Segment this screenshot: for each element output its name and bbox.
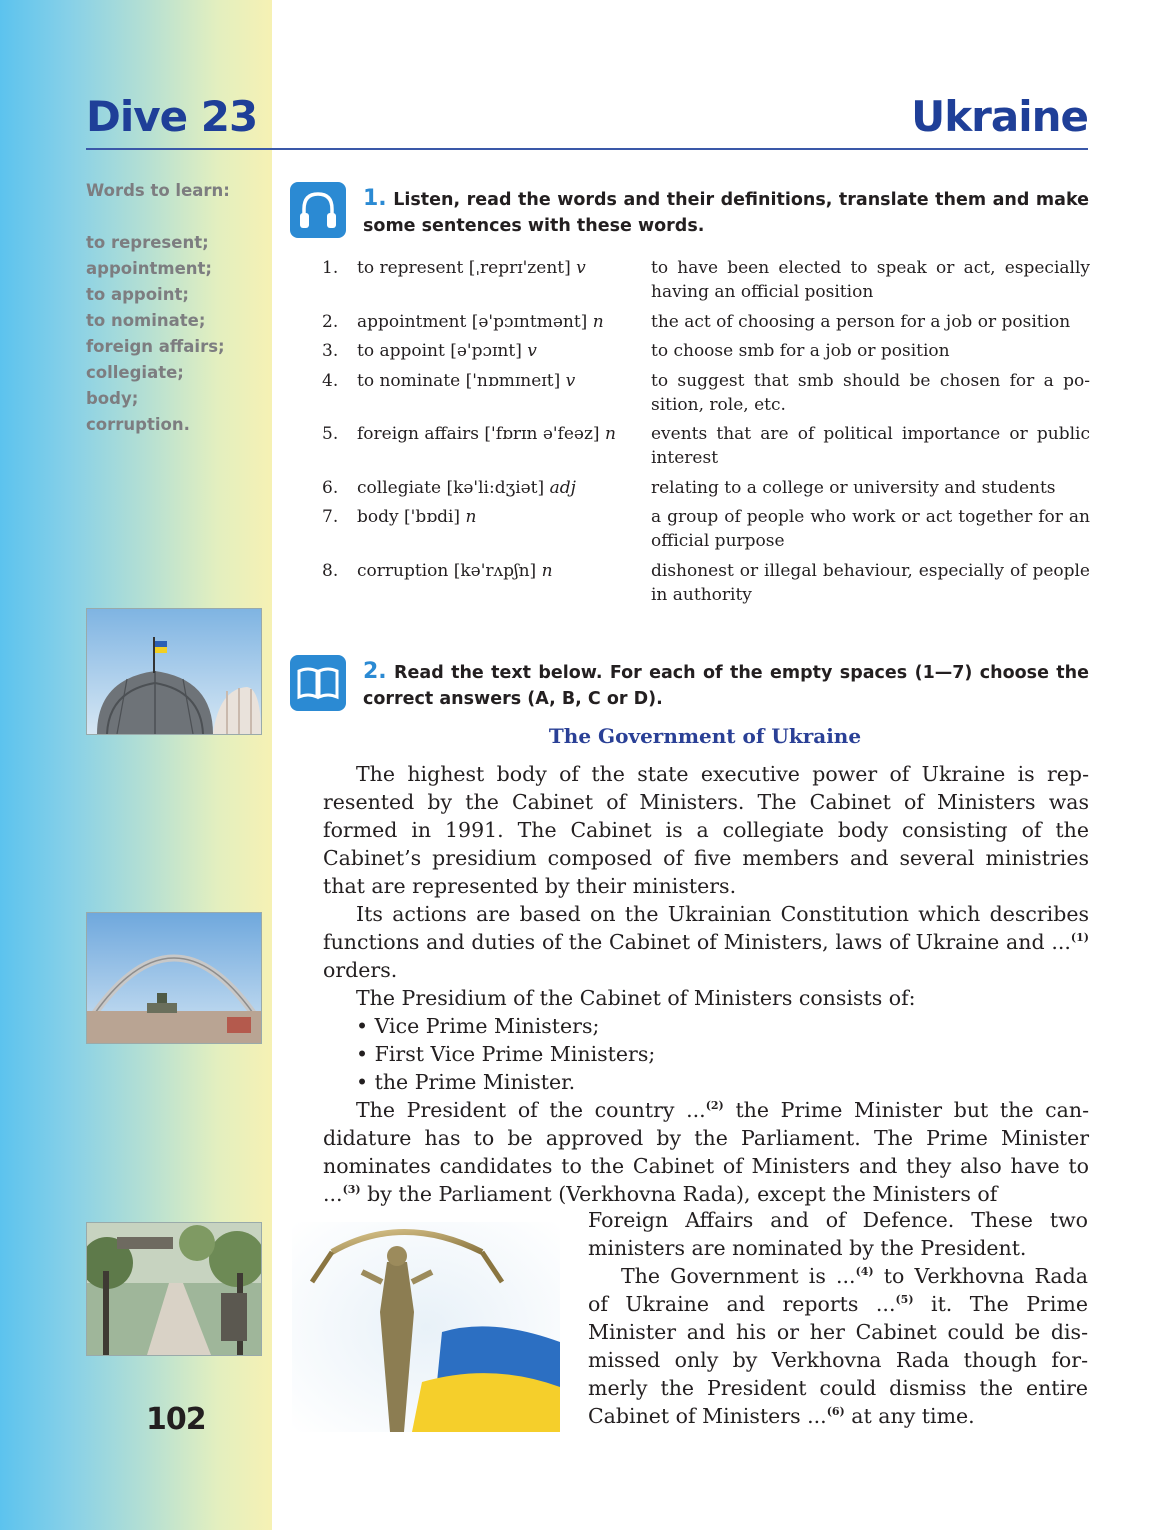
vocab-definition: to choose smb for a job or position [651,341,950,361]
vocab-definition: to have been elected to speak or act, especially having an official position [651,258,1090,302]
independence-monument-image [292,1222,560,1432]
task-2-text: Read the text below. For each of the empty spaces (1—7) choose the correct answers (A, B, C or D). [363,663,1090,709]
vocab-term: appointment [ə'pɔɪntmənt] n [357,311,604,332]
gap-marker: (5) [895,1293,914,1307]
word-item: to nominate; [86,311,206,330]
vocab-row [322,310,1090,334]
page-number: 102 [146,1402,206,1437]
vocab-number: 2. [322,311,339,332]
bullet-item: • First Vice Prime Ministers; [356,1042,656,1066]
vocab-definition: a group of people who work or act together for an official purpose [651,507,1090,551]
vocab-definition: events that are of political importance or public interest [651,424,1090,468]
header-rule [86,148,1088,150]
vocab-row [322,505,1090,553]
unit-title: Ukraine [911,92,1088,141]
friendship-arch-photo [86,912,262,1044]
word-item: foreign affairs; [86,337,225,356]
vocab-row [322,339,1090,363]
vocab-number: 5. [322,424,339,444]
vocab-number: 8. [322,560,339,581]
paragraph: The President of the country ...$^{(2)}$ the Prime Minister but the candidature has to be approved by the Parliament. The Prime Minister nominates candidates to the Cabinet of Ministers and they also have to ...$^{(3)}$ by the Parliament (Verkhovna Rada), except the Ministers of [323,1098,1089,1206]
word-item: appointment; [86,259,212,278]
gap-marker: (4) [855,1265,874,1279]
reading-text [323,760,1089,1208]
vocab-number: 3. [322,341,339,361]
paragraph: The highest body of the state executive power of Ukraine is represented by the Cabinet of Ministers. The Cabinet of Ministers was formed in 1991. The Cabinet is a collegiate body consisting of the Cabinet’s presidium composed of five members and several ministries that are represented by their ministers. [323,762,1089,898]
word-item: to represent; [86,233,209,252]
task-1-number: 1. [363,186,387,211]
vocab-definition: dishonest or illegal behaviour, especially of people in authority [651,560,1090,605]
words-to-learn-title: Words to learn: [86,181,230,200]
task-2-number: 2. [363,659,387,684]
reading-title: The Government of Ukraine [548,724,862,748]
words-to-learn [86,178,230,438]
vocab-term: to nominate ['nɒmɪneɪt] v [357,370,576,391]
vocab-term: to represent [ˌreprɪ'zent] v [357,258,586,278]
vocab-definition: to suggest that smb should be chosen for a position, role, etc. [651,370,1090,415]
vocab-row [322,422,1090,470]
word-item: corruption. [86,415,190,434]
vocab-row [322,476,1090,500]
vocab-row [322,559,1090,607]
word-item: body; [86,389,139,408]
task-1-instruction [363,186,1089,239]
task-2-instruction [363,659,1089,712]
vocab-number: 1. [322,258,339,278]
vocab-number: 6. [322,477,339,498]
vocab-term: corruption [kə'rʌpʃn] n [357,560,553,581]
vocab-row [322,369,1090,417]
vocab-number: 7. [322,507,339,527]
bullet-item: • the Prime Minister. [356,1070,576,1094]
paragraph: Its actions are based on the Ukrainian Constitution which describes functions and duties of the Cabinet of Ministers, laws of Ukraine and ...$^{(1)}$ orders. [323,902,1089,982]
book-icon [290,655,346,711]
parliament-dome-photo [86,608,262,735]
vocab-term: body ['bɒdi] n [357,507,477,527]
gap-marker: (2) [705,1099,724,1113]
vocab-definition: the act of choosing a person for a job or position [651,311,1071,332]
vocab-term: to appoint [ə'pɔɪnt] v [357,341,537,361]
gap-marker: (6) [826,1405,845,1419]
vocab-term: collegiate [kə'li:dʒiət] adj [357,477,576,498]
headphones-icon [290,182,346,238]
vocab-definition: relating to a college or university and students [651,477,1056,498]
gap-marker: (3) [342,1183,361,1197]
word-item: collegiate; [86,363,184,382]
gap-marker: (1) [1070,931,1089,945]
park-alley-photo [86,1222,262,1356]
reading-text-continued [588,1206,1088,1430]
bullet-item: • Vice Prime Ministers; [356,1014,600,1038]
dive-title: Dive 23 [86,92,258,141]
paragraph: Foreign Affairs and of Defence. These two ministers are nominated by the President. [588,1208,1088,1260]
task-1-text: Listen, read the words and their definitions, translate them and make some sentences with these words. [363,190,1090,236]
word-item: to appoint; [86,285,189,304]
paragraph: The Government is ...$^{(4)}$ to Verkhovna Rada of Ukraine and reports ...$^{(5)}$ it. The Prime Minister and his or her Cabinet could be dismissed only by Verkhovna Rada though formerly the President could dismiss the entire Cabinet of Ministers ...$^{(6)}$ at any time. [588,1264,1088,1428]
vocab-term: foreign affairs ['fɒrɪn ə'feəz] n [357,424,616,444]
paragraph: The Presidium of the Cabinet of Ministers consists of: [356,986,916,1010]
vocab-row [322,256,1090,304]
vocab-number: 4. [322,370,339,391]
vocabulary-list [322,256,1090,612]
